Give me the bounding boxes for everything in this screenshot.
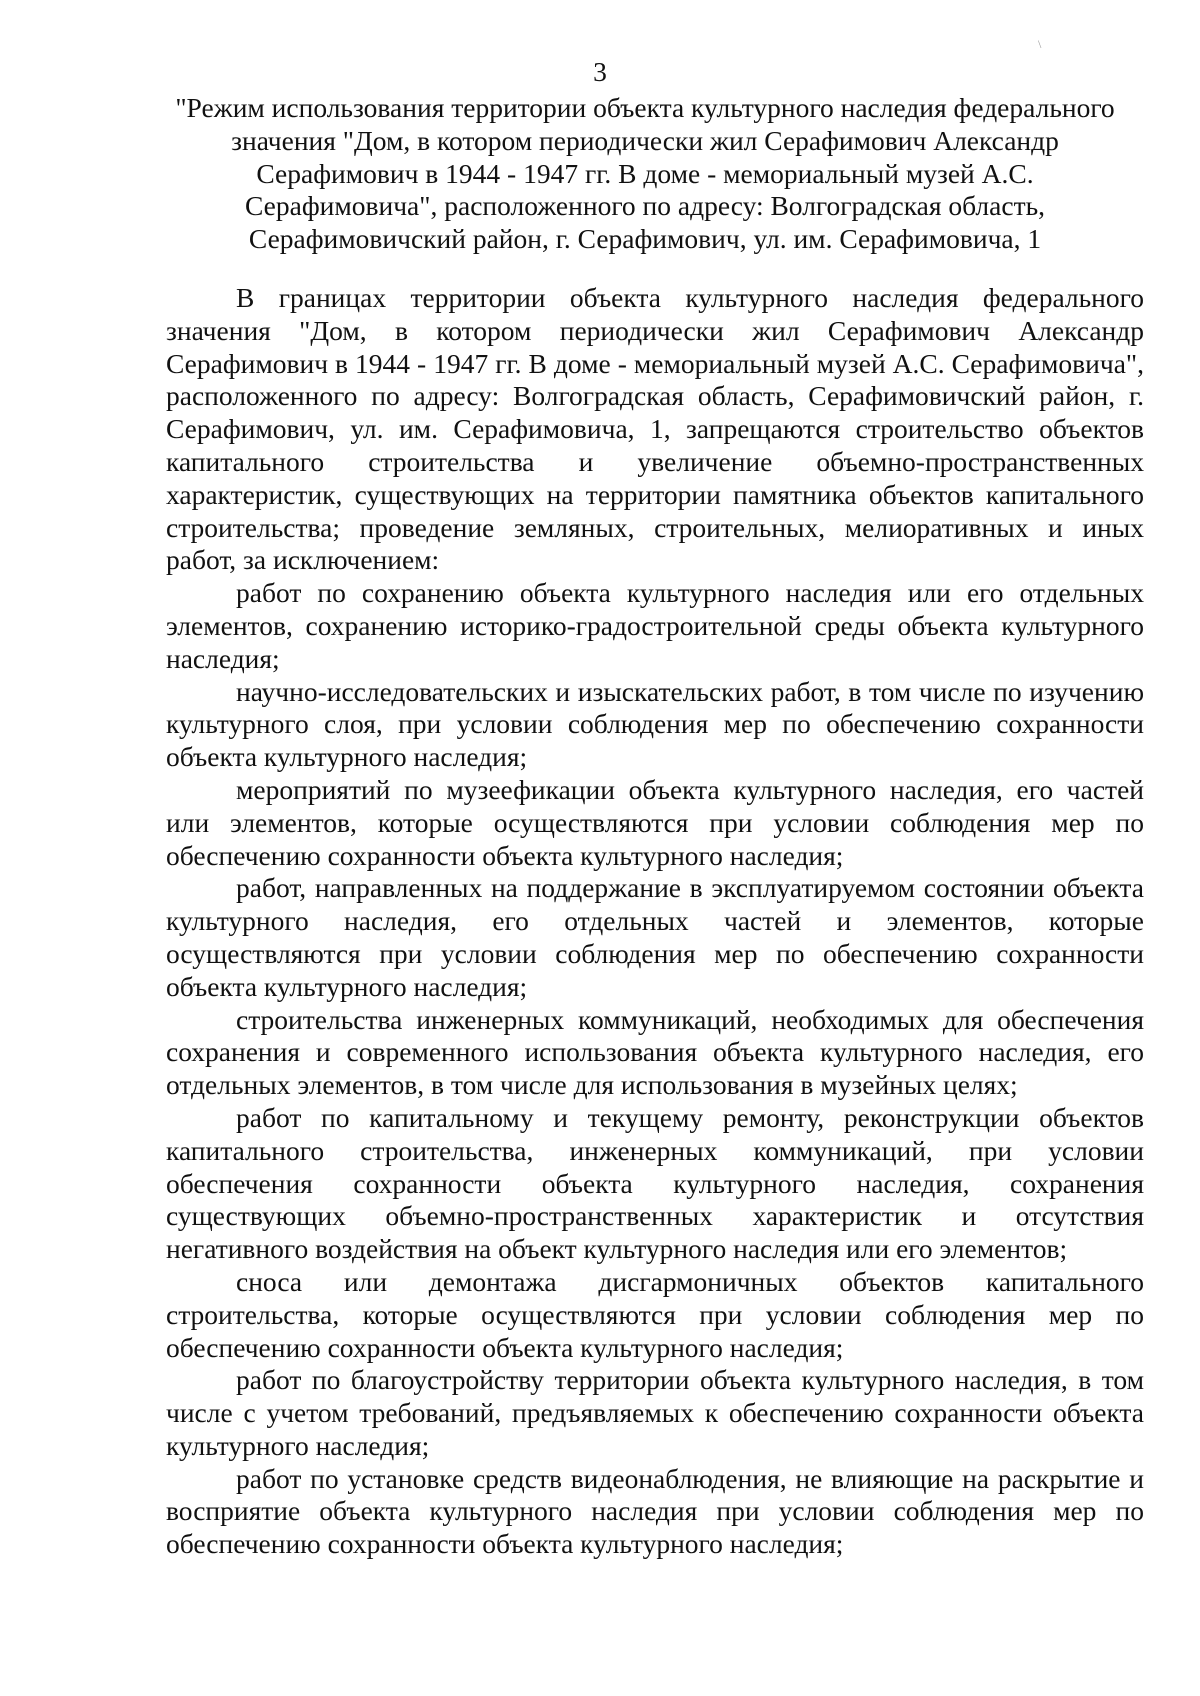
scan-speck: \ [1038,37,1042,51]
title-line: Серафимович в 1944 - 1947 гг. В доме - мемориальный музей А.С. [256,157,1034,189]
list-item-museumification: мероприятий по музеефикации объекта культурного наследия, его частей или элементов, которые осуществляются при условии соблюдения мер по обеспечению сохранности объекта культурного наследия; [166,773,1144,871]
document-body [166,282,1144,1561]
list-item-research-works: научно-исследовательских и изыскательских работ, в том числе по изучению культурного слоя, при условии соблюдения мер по обеспечению сохранности объекта культурного наследия; [166,675,1144,773]
list-item-demolition: сноса или демонтажа дисгармоничных объектов капитального строительства, которые осуществляются при условии соблюдения мер по обеспечению сохранности объекта культурного наследия; [166,1265,1144,1363]
title-line: "Режим использования территории объекта культурного наследия федерального [175,92,1115,123]
list-item-repair-reconstruction: работ по капитальному и текущему ремонту, реконструкции объектов капитального строительства, инженерных коммуникаций, при условии обеспечения сохранности объекта культурного наследия, сохранения существующих объемно-пространственных характеристик и отсутствия негативного воздействия на объект культурного наследия или его элементов; [166,1101,1144,1265]
page-number: 3 [593,56,607,87]
title-line: значения "Дом, в котором периодически жил Серафимович Александр [231,124,1059,156]
title-line: Серафимовичский район, г. Серафимович, ул. им. Серафимовича, 1 [248,223,1042,255]
list-item-landscaping: работ по благоустройству территории объекта культурного наследия, в том числе с учетом требований, предъявляемых к обеспечению сохранности объекта культурного наследия; [166,1364,1144,1461]
list-item-preservation-works: работ по сохранению объекта культурного наследия или его отдельных элементов, сохранению историко-градостроительной среды объекта культурного наследия; [166,577,1144,674]
list-item-video-surveillance: работ по установке средств видеонаблюдения, не влияющие на раскрытие и восприятие объекта культурного наследия при условии соблюдения мер по обеспечению сохранности объекта культурного наследия; [166,1462,1144,1560]
list-item-maintenance-works: работ, направленных на поддержание в эксплуатируемом состоянии объекта культурного наследия, его отдельных частей и элементов, которые осуществляются при условии соблюдения мер по обеспечению сохранности объекта культурного наследия; [166,872,1144,1002]
list-item-engineering-utilities: строительства инженерных коммуникаций, необходимых для обеспечения сохранения и современного использования объекта культурного наследия, его отдельных элементов, в том числе для использования в музейных целях; [166,1003,1144,1101]
paragraph-intro: В границах территории объекта культурного наследия федерального значения "Дом, в котором периодически жил Серафимович Александр Серафимович в 1944 - 1947 гг. В доме - мемориальный музей А.С. Серафимовича", расположенного по адресу: Волгоградская область, Серафимовичский район, г. Серафимович, ул. им. Серафимовича, 1, запрещаются строительство объектов капитального строительства и увеличение объемно-пространственных характеристик, существующих на территории памятника объектов капитального строительства; проведение земляных, строительных, мелиоративных и иных работ, за исключением: [166,282,1144,576]
document-title [150,92,1140,256]
title-line: Серафимовича", расположенного по адресу: Волгоградская область, [245,190,1045,222]
